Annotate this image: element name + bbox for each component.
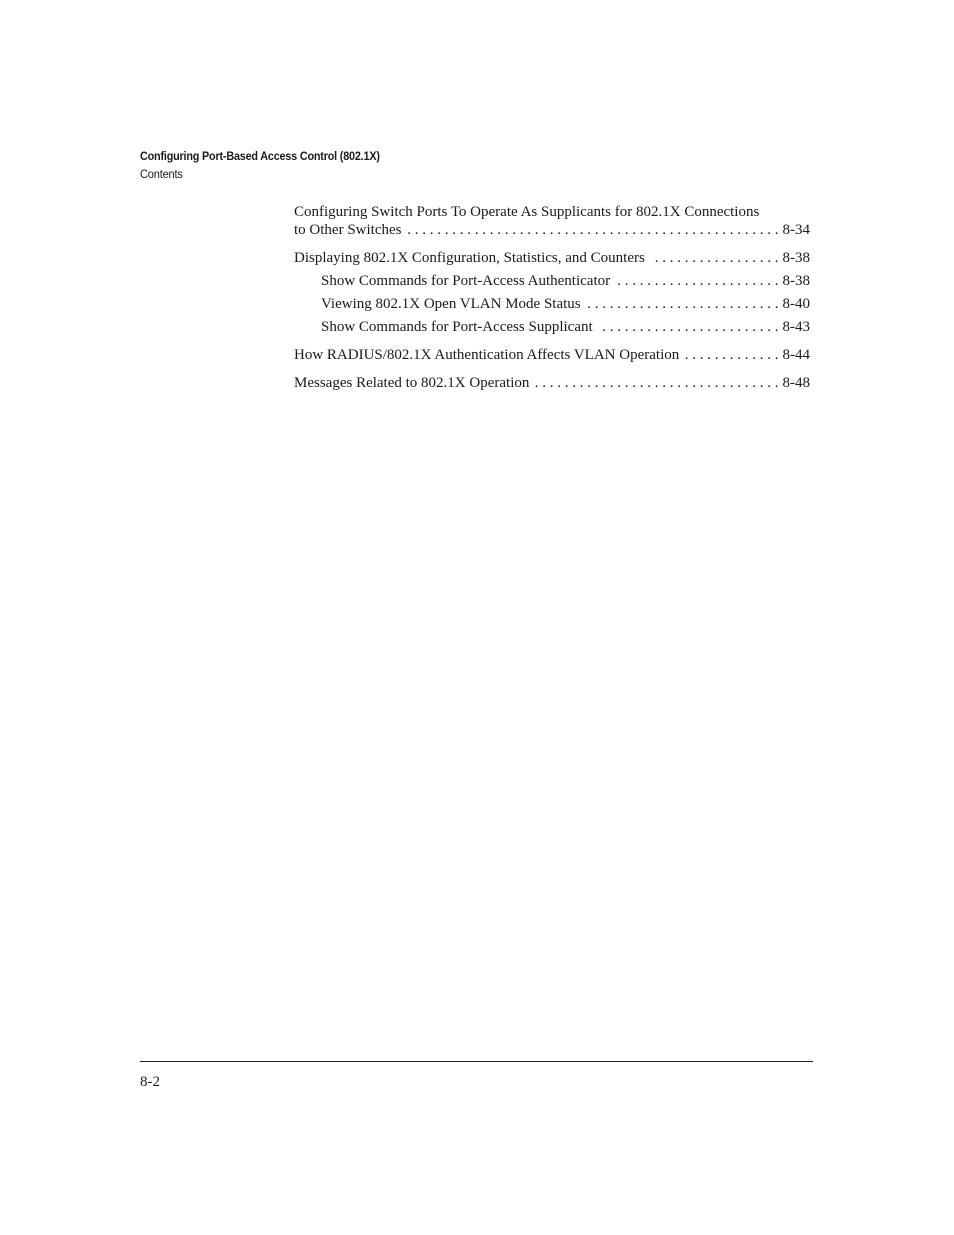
running-header <box>140 147 406 183</box>
toc-entry-text: Displaying 802.1X Configuration, Statistics, and Counters <box>294 250 645 266</box>
table-of-contents <box>294 203 810 392</box>
toc-entry-show-supplicant[interactable] <box>294 318 810 336</box>
toc-entry-show-authenticator[interactable] <box>294 272 810 290</box>
leader-dots <box>651 249 779 267</box>
leader-dots <box>616 272 778 290</box>
toc-page-number: 8-44 <box>782 347 810 363</box>
leader-dots <box>685 346 778 364</box>
toc-page-number: 8-48 <box>782 375 810 391</box>
toc-page-number: 8-40 <box>782 296 810 312</box>
toc-entry-text: Messages Related to 802.1X Operation <box>294 375 530 391</box>
toc-entry-text: Show Commands for Port-Access Authenticator <box>321 273 611 289</box>
chapter-title: Configuring Port-Based Access Control (802.1X) <box>140 149 380 163</box>
toc-page-number: 8-38 <box>782 250 810 266</box>
leader-dots <box>599 318 779 336</box>
footer-rule <box>140 1061 813 1062</box>
footer-page-number: 8-2 <box>140 1074 160 1090</box>
toc-entry-text: How RADIUS/802.1X Authentication Affects VLAN Operation <box>294 347 680 363</box>
toc-entry-text: Show Commands for Port-Access Supplicant <box>321 319 593 335</box>
toc-entry-open-vlan[interactable] <box>294 295 810 313</box>
toc-entry-vlan-operation[interactable] <box>294 346 810 364</box>
toc-entry-text: Configuring Switch Ports To Operate As Supplicants for 802.1X Connections <box>294 204 760 220</box>
toc-entry-text-continued: to Other Switches <box>294 222 402 238</box>
leader-dots <box>587 295 779 313</box>
toc-entry-supplicants[interactable] <box>294 203 810 239</box>
toc-entry-messages[interactable] <box>294 374 810 392</box>
leader-dots <box>407 221 778 239</box>
toc-page-number: 8-38 <box>782 273 810 289</box>
toc-entry-text: Viewing 802.1X Open VLAN Mode Status <box>321 296 581 312</box>
toc-entry-displaying[interactable] <box>294 249 810 267</box>
leader-dots <box>535 374 778 392</box>
toc-page-number: 8-43 <box>782 319 810 335</box>
toc-page-number: 8-34 <box>782 222 810 238</box>
section-label: Contents <box>140 167 183 181</box>
